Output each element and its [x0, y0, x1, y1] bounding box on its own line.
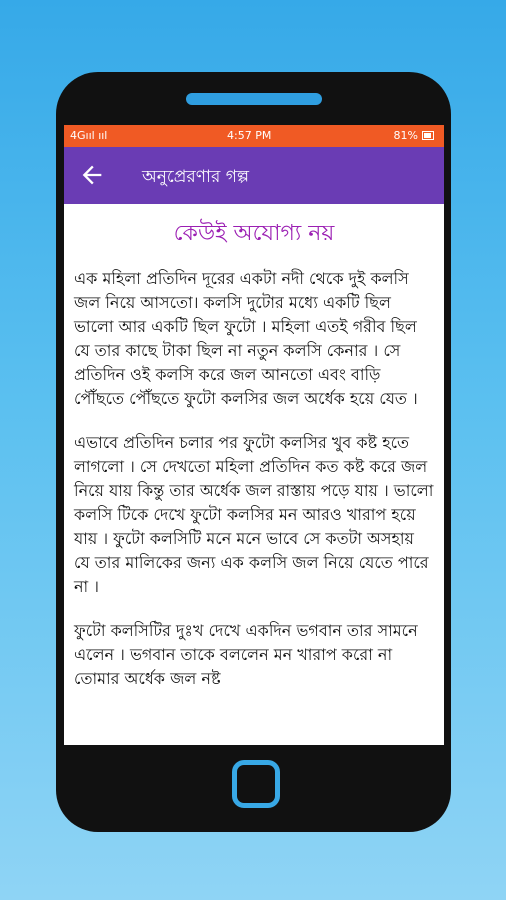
- battery-level: 81%: [393, 129, 418, 142]
- story-content: [64, 204, 444, 691]
- network-signal: 4Gııl ııl: [70, 129, 108, 142]
- story-paragraph: ফুটো কলসিটির দুঃখ দেখে একদিন ভগবান তার সামনে এলেন । ভগবান তাকে বললেন মন খারাপ করো না তোমার অর্ধেক জল নষ্ট: [74, 621, 418, 688]
- phone-speaker: [186, 93, 322, 105]
- app-title: অনুপ্রেরণার গল্প: [142, 167, 249, 187]
- status-time: 4:57 PM: [227, 129, 272, 142]
- app-screen: [64, 125, 444, 745]
- story-title: কেউই অযোগ্য নয়: [173, 221, 335, 246]
- battery-icon: [422, 131, 434, 140]
- app-bar: [64, 147, 444, 204]
- home-button[interactable]: [232, 760, 280, 808]
- status-bar: [64, 125, 444, 147]
- story-paragraph: এভাবে প্রতিদিন চলার পর ফুটো কলসির খুব কষ্ট হতে লাগলো । সে দেখতো মহিলা প্রতিদিন কত কষ্ট করে জল নিয়ে যায় কিন্তু তার অর্ধেক জল রাস্তায় পড়ে যায় । ভালো কলসি টিকে দেখে ফুটো কলসির মন আরও খারাপ হয়ে যায় । ফুটো কলসিটি মনে মনে ভাবে সে কতটা অসহায় যে তার মালিকের জন্য এক কলসি জল নিয়ে যেতে পারে না ।: [74, 433, 434, 596]
- story-paragraph: এক মহিলা প্রতিদিন দূরের একটা নদী থেকে দুই কলসি জল নিয়ে আসতো। কলসি দুটোর মধ্যে একটি ছিল ভালো আর একটি ছিল ফুটো । মহিলা এতই গরীব ছিল যে তার কাছে টাকা ছিল না নতুন কলসি কেনার । সে প্রতিদিন ওই কলসি করে জল আনতো এবং বাড়ি পৌঁছতে পৌঁছতে ফুটো কলসির জল অর্ধেক হয়ে যেত ।: [74, 269, 418, 408]
- arrow-left-icon[interactable]: [78, 161, 106, 189]
